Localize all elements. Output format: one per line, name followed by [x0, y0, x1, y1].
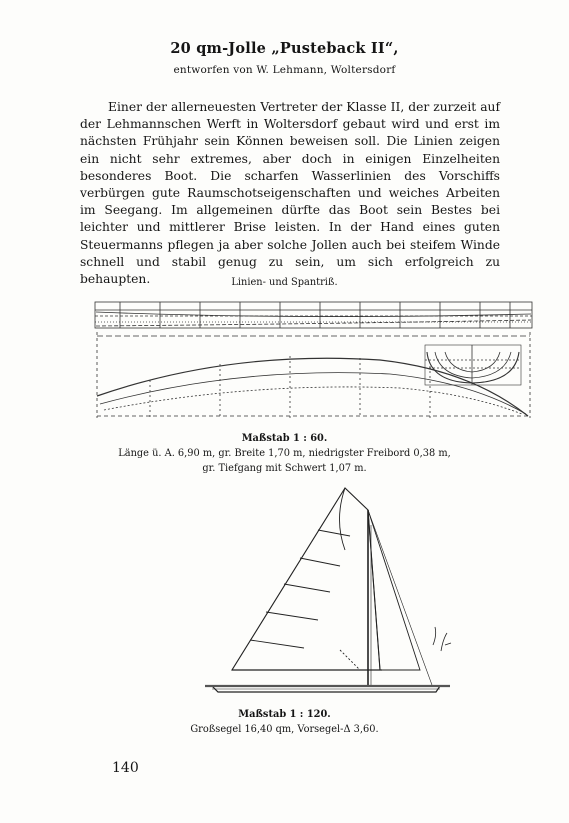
body-paragraph: Einer der allerneuesten Vertreter der Klasse II, der zurzeit auf der Lehmannschen Werft in Woltersdorf gebaut wird und erst im nächsten Frühjahr sein Können beweisen soll. Die Linien zeigen ein nicht sehr extremes, aber doch in einigen Einzelheiten besonderes Boot. Die scharfen Wasserlinien des Vorschiffs verbürgen gute Raumschotseigenschaften und weiches Arbeiten im Seegang. Im allgemeinen dürfte das Boot sein Bestes bei leichter und mittlerer Brise leisten. In der Hand eines guten Steuermanns pflegen ja aber solche Jollen auch bei steifem Winde schnell und stabil genug zu sein, um sich erfolgreich zu behaupten. [80, 100, 500, 287]
lines-drawing-label: Linien- und Spantriß. [231, 277, 338, 288]
page-title: 20 qm-Jolle „Pusteback II“, [170, 40, 399, 57]
body-paragraph-block [80, 99, 500, 288]
sail-plan-drawing [0, 480, 569, 700]
lines-dimensions-line-2: gr. Tiefgang mit Schwert 1,07 m. [202, 463, 367, 474]
lines-dimensions-line-1: Länge ü. A. 6,90 m, gr. Breite 1,70 m, niedrigster Freibord 0,38 m, [118, 448, 451, 459]
sail-areas: Großsegel 16,40 qm, Vorsegel-Δ 3,60. [190, 724, 379, 735]
sail-scale: Maßstab 1 : 120. [238, 709, 331, 720]
lines-plan-drawing [0, 290, 569, 430]
lines-scale: Maßstab 1 : 60. [241, 433, 328, 444]
page-number: 140 [112, 760, 139, 776]
page-subtitle: entworfen von W. Lehmann, Woltersdorf [173, 64, 396, 76]
